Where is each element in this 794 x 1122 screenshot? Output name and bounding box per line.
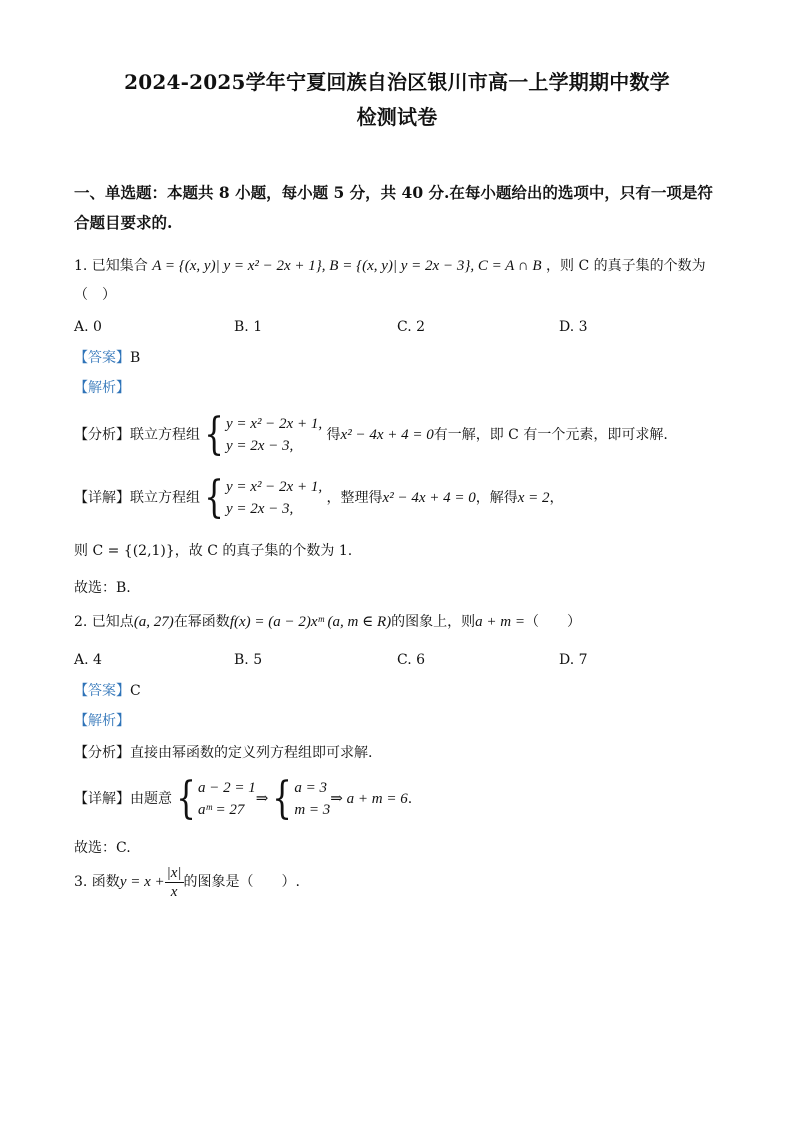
q2-option-b: B. 5 xyxy=(234,652,263,668)
q1-fenxi-prefix: 联立方程组 xyxy=(130,427,200,443)
q2-mid: 在幂函数 xyxy=(173,614,230,630)
q3-fraction xyxy=(165,864,184,901)
section-heading-line1: 一、单选题：本题共 8 小题，每小题 5 分，共 40 分.在每小题给出的选项中，只有一项是符 xyxy=(74,183,713,202)
q1-option-c: C. 2 xyxy=(397,319,426,335)
q3-frac-den: x xyxy=(170,883,178,900)
q1-option-b: B. 1 xyxy=(234,319,263,335)
xiangjie-tag: 【详解】 xyxy=(74,490,130,506)
q2-option-c: C. 6 xyxy=(397,652,426,668)
q1-xiangjie-system xyxy=(226,476,322,520)
q1-suffix: ，则 C 的真子集的个数为 xyxy=(546,258,706,274)
q1-choose: 故选：B. xyxy=(74,580,131,596)
q1-fenxi-mid: 得 xyxy=(326,427,341,443)
answer-tag: 【答案】 xyxy=(74,683,130,699)
left-brace-icon: { xyxy=(204,472,224,523)
document-title-line2: 检测试卷 xyxy=(356,105,438,129)
q1-stem xyxy=(74,256,706,276)
q2-fenxi-text: 直接由幂函数的定义列方程组即可求解. xyxy=(130,745,373,761)
implies-arrow-icon: ⇒ xyxy=(255,791,269,807)
q2-sys1-line2: aᵐ = 27 xyxy=(198,802,245,818)
answer-tag: 【答案】 xyxy=(74,350,130,366)
q1-sys-line1: y = x² − 2x + 1, xyxy=(226,416,323,432)
q2-option-d: D. 7 xyxy=(559,652,588,668)
left-brace-icon: { xyxy=(272,773,293,824)
q1-xiangjie-end: ， xyxy=(549,490,564,506)
q1-fenxi xyxy=(74,409,668,460)
q2-fenxi xyxy=(74,743,372,763)
q2-suffix: 的图象上，则 xyxy=(391,614,476,630)
fenxi-tag: 【分析】 xyxy=(74,745,130,761)
q1-sys2-line2: y = 2x − 3, xyxy=(226,501,294,517)
q1-xiangjie-mid: ，整理得 xyxy=(326,490,383,506)
q3-frac-num: |x| xyxy=(166,864,182,881)
q2-analysis-tag: 【解析】 xyxy=(74,713,130,729)
q2-answer-value: C xyxy=(130,683,141,699)
q2-paren: （ ） xyxy=(524,614,581,630)
q1-prefix: 1. 已知集合 xyxy=(74,258,148,274)
q1-fenxi-system xyxy=(226,413,322,457)
q1-fenxi-suffix: 有一解，即 C 有一个元素，即可求解. xyxy=(433,427,668,443)
q2-sys2-line2: m = 3 xyxy=(294,802,331,818)
q1-xiangjie xyxy=(74,472,564,523)
q1-xiangjie-sol: x = 2 xyxy=(517,490,550,506)
q3-stem xyxy=(74,862,300,902)
q2-answer xyxy=(74,681,141,701)
q2-choose: 故选：C. xyxy=(74,840,131,856)
q3-suffix: 的图象是（ ）. xyxy=(183,874,300,890)
q1-xiangjie-prefix: 联立方程组 xyxy=(130,490,200,506)
q1-xiangjie-mid2: ，解得 xyxy=(475,490,518,506)
q1-paren: （ ） xyxy=(74,287,116,303)
q2-point: (a, 27) xyxy=(133,614,174,630)
q2-sys1-line1: a − 2 = 1 xyxy=(198,780,256,796)
q2-stem xyxy=(74,612,581,632)
q1-option-d: D. 3 xyxy=(559,319,588,335)
q2-system1 xyxy=(198,777,256,821)
fenxi-tag: 【分析】 xyxy=(74,427,130,443)
q1-sys2-line1: y = x² − 2x + 1, xyxy=(226,479,323,495)
q1-sys-line2: y = 2x − 3, xyxy=(226,438,294,454)
q1-fenxi-eq: x² − 4x + 4 = 0 xyxy=(340,427,434,443)
section-heading-line2: 合题目要求的. xyxy=(74,213,173,232)
q2-end: . xyxy=(407,791,413,807)
q2-option-a: A. 4 xyxy=(74,652,102,668)
q2-result: ⇒ a + m = 6 xyxy=(330,791,408,807)
q2-func: f(x) = (a − 2)xᵐ (a, m ∈ R) xyxy=(229,614,392,630)
q1-answer xyxy=(74,348,140,368)
q2-prefix: 2. 已知点 xyxy=(74,614,134,630)
q2-system2 xyxy=(294,777,330,821)
q3-prefix: 3. 函数 xyxy=(74,874,120,890)
q2-ask: a + m = xyxy=(475,614,525,630)
q3-lhs: y = x + xyxy=(119,874,165,890)
q1-math-sets: A = {(x, y)| y = x² − 2x + 1}, B = {(x, y)| y = 2x − 3}, C = A ∩ B xyxy=(152,258,542,274)
left-brace-icon: { xyxy=(176,773,196,824)
q1-analysis-tag: 【解析】 xyxy=(74,380,130,396)
document-title-line1: 2024-2025学年宁夏回族自治区银川市高一上学期期中数学 xyxy=(124,70,670,94)
q2-xiangjie xyxy=(74,773,413,824)
q1-answer-value: B xyxy=(130,350,141,366)
q1-then-line: 则 C = {(2,1)}，故 C 的真子集的个数为 1. xyxy=(74,543,353,559)
left-brace-icon: { xyxy=(204,409,224,460)
q2-xiangjie-prefix: 由题意 xyxy=(130,791,172,807)
q1-option-a: A. 0 xyxy=(74,319,102,335)
xiangjie-tag: 【详解】 xyxy=(74,791,130,807)
q2-sys2-line1: a = 3 xyxy=(294,780,327,796)
q1-xiangjie-eq: x² − 4x + 4 = 0 xyxy=(382,490,476,506)
